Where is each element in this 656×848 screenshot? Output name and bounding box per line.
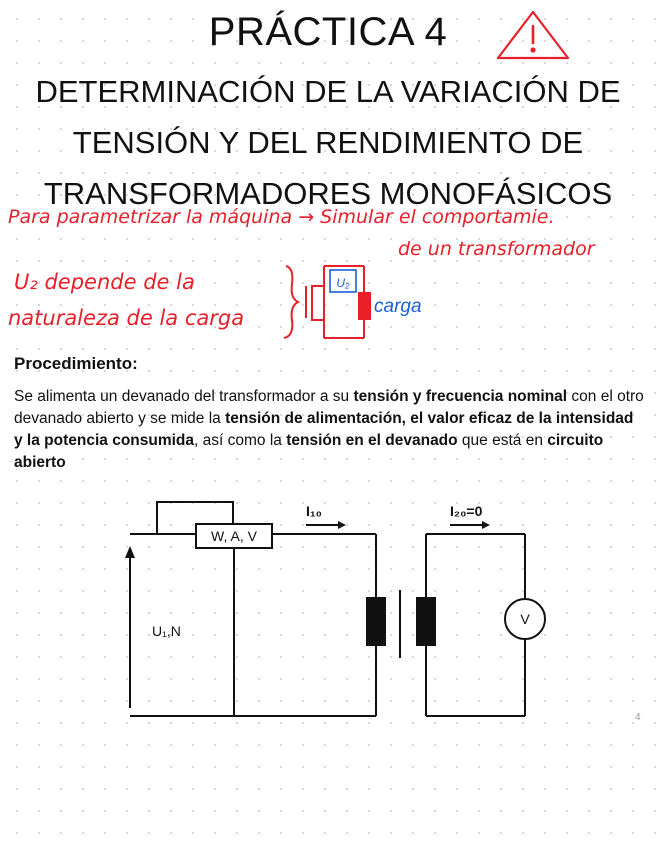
- subtitle-line: TRANSFORMADORES MONOFÁSICOS: [43, 176, 613, 211]
- annotation-transformer: de un transformador: [398, 238, 595, 260]
- text-run: con el otro devanado abierto y se mide la: [14, 388, 644, 427]
- annotation-v2-line1: U₂ depende de la: [14, 270, 195, 294]
- procedure-paragraph: [14, 386, 644, 474]
- voltmeter-label: V: [520, 611, 530, 627]
- sketch-load-label: carga: [374, 296, 422, 317]
- bold-run: circuito abierto: [14, 432, 604, 471]
- arrow-icon: →: [298, 206, 315, 228]
- u1n-label: U₁,N: [152, 623, 181, 639]
- sketch-v2-label: U₂: [336, 276, 350, 290]
- annotation-text: Simular el comportamie.: [320, 206, 555, 228]
- circuit-diagram: [0, 490, 656, 730]
- slide-title: PRÁCTICA 4: [208, 10, 448, 54]
- arrow-head: [482, 521, 490, 529]
- slide-subtitle: [0, 66, 656, 219]
- text-run: que está en: [457, 432, 548, 449]
- annotation-parametrize: [8, 206, 555, 228]
- secondary-winding: [416, 597, 436, 646]
- procedure-heading: Procedimiento:: [14, 354, 138, 373]
- i20-label: I₂₀=0: [450, 503, 483, 519]
- bold-run: tensión en el devanado: [286, 432, 458, 449]
- arrow-head: [125, 546, 135, 558]
- bold-run: tensión y frecuencia nominal: [353, 388, 568, 405]
- annotation-text: Para parametrizar la máquina: [8, 206, 293, 228]
- warning-icon: [492, 6, 574, 64]
- primary-winding: [366, 597, 386, 646]
- page-number: 4: [635, 712, 641, 723]
- load-sketch: [278, 256, 438, 344]
- subtitle-line: TENSIÓN Y DEL RENDIMIENTO DE: [72, 125, 584, 160]
- text-run: , así como la: [194, 432, 287, 449]
- bold-run: tensión de alimentación, el valor eficaz de la intensidad y la potencia consumida: [14, 410, 634, 449]
- arrow-head: [338, 521, 346, 529]
- annotation-v2-line2: naturaleza de la carga: [8, 306, 245, 330]
- text-run: Se alimenta un devanado del transformador a su: [14, 388, 354, 405]
- i10-label: I₁₀: [306, 503, 322, 519]
- subtitle-line: DETERMINACIÓN DE LA VARIACIÓN DE: [35, 74, 621, 109]
- meter-label: W, A, V: [211, 528, 257, 544]
